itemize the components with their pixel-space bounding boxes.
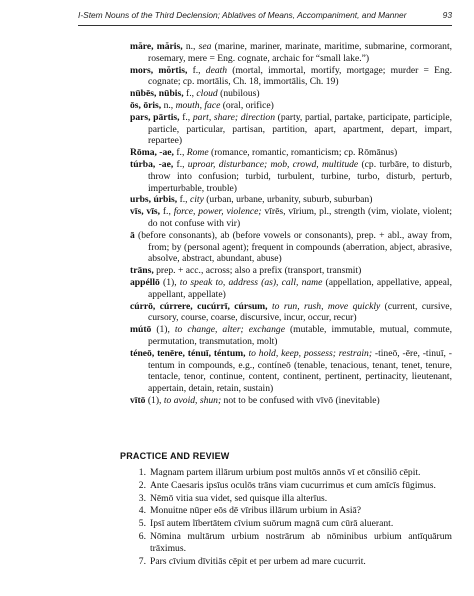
practice-item xyxy=(132,493,452,505)
vocab-hw: ōs, ōris, xyxy=(130,99,162,111)
vocab-pos: f., xyxy=(177,194,190,206)
vocab-hw: Rōma, -ae, xyxy=(130,147,174,159)
vocab-entry xyxy=(130,147,452,159)
vocab-hw: téneō, tenēre, ténuī, téntum, xyxy=(130,347,246,359)
vocab-rest: (oral, orifice) xyxy=(220,99,274,111)
vocab-entry xyxy=(130,41,452,65)
vocab-rest: (mortal, immortal, mortify, mortgage; murder = Eng. cognate; cp. mortālis, Ch. 18, immortālis, Ch. 19) xyxy=(148,64,452,88)
vocab-hw: pars, pārtis, xyxy=(130,111,180,123)
vocab-pos: f., xyxy=(173,147,187,159)
practice-number: 6. xyxy=(138,530,146,542)
practice-sentence: Ante Caesaris ipsīus oculōs trāns viam cucurrimus et cum amīcīs fūgimus. xyxy=(150,479,436,491)
vocab-entry xyxy=(130,395,452,407)
section-title: PRACTICE AND REVIEW xyxy=(120,451,230,461)
vocab-gloss: cloud xyxy=(196,88,218,100)
vocab-gloss: death xyxy=(205,64,228,76)
vocab-entry xyxy=(130,112,452,147)
vocab-hw: vītō xyxy=(130,394,146,406)
vocab-rest: (urban, urbane, urbanity, suburb, suburban) xyxy=(203,194,373,206)
page-number: 93 xyxy=(442,10,452,20)
vocab-entry xyxy=(130,100,452,112)
vocab-hw: trāns, xyxy=(130,265,154,277)
vocab-pos: n., xyxy=(161,99,176,111)
vocab-entry xyxy=(130,265,452,277)
running-header xyxy=(78,10,452,24)
vocab-hw: nūbēs, nūbis, xyxy=(130,88,184,100)
vocab-hw: mútō xyxy=(130,324,152,336)
vocab-hw: cúrrō, cúrrere, cucúrrī, cúrsum, xyxy=(130,300,268,312)
vocab-rest: (party, partial, partake, participate, participle, particle, particular, partisan, partition, apart, apartment, depart, impart, repartee) xyxy=(148,111,452,147)
vocab-pos: (1), xyxy=(159,276,180,288)
practice-list xyxy=(132,467,452,568)
vocab-gloss: to run, rush, move quickly xyxy=(272,300,381,312)
vocab-rest: (mutable, immutable, mutual, commute, permutation, transmutation, molt) xyxy=(148,324,452,347)
vocab-rest: prep. + acc., across; also a prefix (transport, transmit) xyxy=(153,265,362,277)
practice-sentence: Nēmō vitia sua videt, sed quisque illa alterīus. xyxy=(150,492,328,504)
practice-number: 1. xyxy=(138,467,146,478)
vocab-gloss: to avoid, shun; xyxy=(163,394,222,406)
vocab-gloss: mouth, face xyxy=(175,99,221,111)
vocab-gloss: Rome xyxy=(186,147,209,159)
vocab-entry xyxy=(130,194,452,206)
practice-item xyxy=(132,518,452,530)
practice-number: 7. xyxy=(138,555,146,567)
practice-item xyxy=(132,505,452,517)
vocab-pos: n., xyxy=(182,41,199,52)
vocab-rest: (cp. turbāre, to disturb, throw into confusion; turbid, turbulent, turbine, turbo, disturb, perturb, imperturbable, trouble) xyxy=(148,158,453,194)
practice-item xyxy=(132,531,452,555)
vocab-entry xyxy=(130,277,452,301)
practice-number: 4. xyxy=(138,505,146,517)
vocab-gloss: force, power, violence; xyxy=(173,206,262,218)
vocab-hw: ā xyxy=(130,229,135,241)
vocab-pos: f., xyxy=(179,111,193,123)
practice-sentence: Ipsī autem lībertātem cīvium suōrum magnā cum cūrā aluerant. xyxy=(150,518,394,530)
vocab-rest: (before consonants), ab (before vowels or consonants), prep. + abl., away from, from; by (personal agent); frequent in compounds (aberration, abject, abrasive, absolve, abstract, abundant, abuse) xyxy=(134,229,452,265)
vocab-hw: vīs, vīs, xyxy=(130,206,161,218)
vocab-entry xyxy=(130,159,452,194)
vocab-hw: măre, măris, xyxy=(130,41,183,52)
vocab-rest: (current, cursive, cursory, course, coarse, discursive, incur, occur, recur) xyxy=(148,300,452,324)
practice-item xyxy=(132,556,452,568)
vocab-pos: (1), xyxy=(145,394,164,406)
vocab-entry xyxy=(130,206,452,230)
vocab-gloss: to speak to, address (as), call, name xyxy=(179,276,323,288)
vocab-pos: (1), xyxy=(151,324,175,336)
vocab-pos: f., xyxy=(187,64,206,76)
vocab-pos: f., xyxy=(160,206,174,218)
practice-number: 2. xyxy=(138,479,146,491)
vocab-gloss: part, share; direction xyxy=(192,111,275,123)
vocab-rest: (romance, romantic, romanticism; cp. Rōmānus) xyxy=(208,147,398,159)
vocab-entry xyxy=(130,65,452,89)
vocab-gloss: to hold, keep, possess; restrain; xyxy=(248,347,373,359)
vocab-rest: (nubilous) xyxy=(217,88,260,100)
vocab-entry xyxy=(130,301,452,325)
practice-number: 5. xyxy=(138,518,146,530)
practice-sentence: Magnam partem illārum urbium post multōs annōs vī et cōnsiliō cēpit. xyxy=(150,467,421,478)
vocab-rest: (marine, mariner, marinate, maritime, submarine, cormorant, rosemary, mere = Eng. cognate, archaic for “small lake.”) xyxy=(148,41,453,64)
vocab-rest: (appellation, appellative, appeal, appellant, appellate) xyxy=(148,276,453,300)
vocab-hw: túrba, -ae, xyxy=(130,158,174,170)
vocab-entry xyxy=(130,324,452,348)
vocab-gloss: sea xyxy=(198,41,212,52)
practice-sentence: Nōmina multārum urbium nostrārum ab nōminibus urbium antīquārum trāximus. xyxy=(150,530,452,554)
vocab-pos: f., xyxy=(183,88,197,100)
practice-item xyxy=(132,467,452,479)
vocab-entry xyxy=(130,348,452,395)
practice-number: 3. xyxy=(138,492,146,504)
chapter-title: I-Stem Nouns of the Third Declension; Ablatives of Means, Accompaniment, and Manner xyxy=(78,10,407,20)
vocabulary-list xyxy=(130,41,452,407)
vocab-entry xyxy=(130,230,452,265)
header-rule xyxy=(78,25,452,26)
vocab-gloss: to change, alter; exchange xyxy=(174,324,285,336)
vocab-rest: vīrēs, vīrium, pl., strength (vim, violate, violent; do not confuse with vir) xyxy=(148,206,452,229)
vocab-gloss: uproar, disturbance; mob, crowd, multitude xyxy=(187,158,359,170)
vocab-gloss: city xyxy=(189,194,204,206)
practice-item xyxy=(132,480,452,492)
practice-sentence: Monuitne nūper eōs dē vīribus illārum urbium in Asiā? xyxy=(150,505,362,517)
vocab-hw: urbs, úrbis, xyxy=(130,194,178,206)
practice-sentence: Pars cīvium dīvitiās cēpit et per urbem ad mare cucurrit. xyxy=(150,555,366,567)
vocab-hw: appéllō xyxy=(130,276,160,288)
vocab-pos: f., xyxy=(173,158,188,170)
vocab-rest: -tineō, -ēre, -tinuī, -tentum in compounds, e.g., contíneō (tenable, tenacious, tenant, tenet, tenure, tentacle, tenor, continue, content, continent, pertinent, pertinacity, lieutenant, appertain, detain, retain, sustain) xyxy=(148,347,452,395)
vocab-rest: not to be confused with vīvō (inevitable) xyxy=(221,394,380,406)
vocab-hw: mors, mŏrtis, xyxy=(130,64,188,76)
vocab-entry xyxy=(130,88,452,100)
